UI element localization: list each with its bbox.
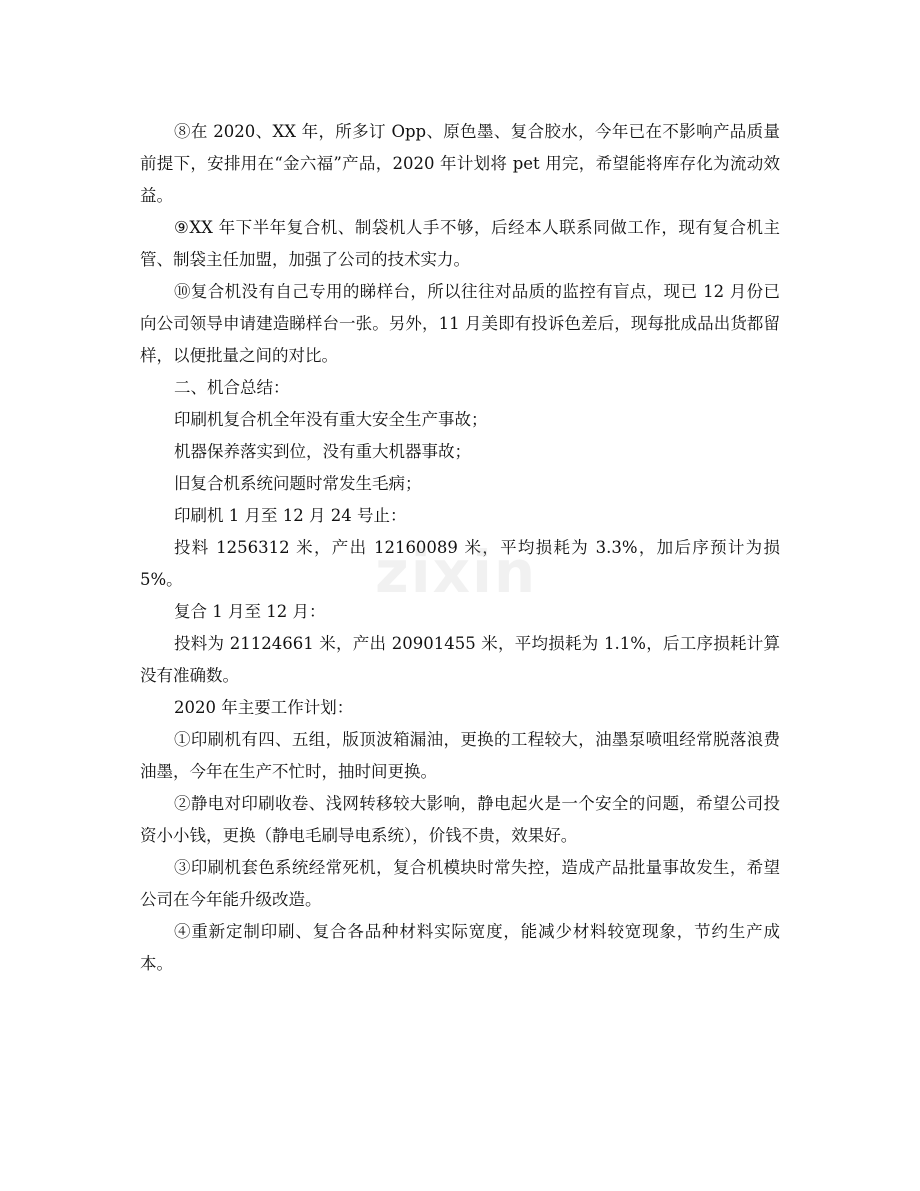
plan-item-2: ②静电对印刷收卷、浅网转移较大影响，静电起火是一个安全的问题，希望公司投资小小钱，更换（静电毛刷导电系统），价钱不贵，效果好。 [140,794,780,845]
summary-line-safety: 印刷机复合机全年没有重大安全生产事故； [174,410,488,429]
plan-item-3: ③印刷机套色系统经常死机，复合机模块时常失控，造成产品批量事故发生，希望公司在今年能升级改造。 [140,858,780,909]
plan-item-4: ④重新定制印刷、复合各品种材料实际宽度，能减少材料较宽现象，节约生产成本。 [140,922,780,973]
watermark-logo: zixin [375,538,538,606]
paragraph-8-inventory: ⑧在 2020、XX 年，所多订 Opp、原色墨、复合胶水，今年已在不影响产品质量前提下，安排用在“金六福”产品，2020 年计划将 pet 用完，希望能将库存化为流动效益。 [140,122,780,205]
plan-item-1: ①印刷机有四、五组，版顶波箱漏油，更换的工程较大，油墨泵喷咀经常脱落浪费油墨，今年在生产不忙时，抽时间更换。 [140,730,780,781]
laminating-output-stats: 投料为 21124661 米，产出 20901455 米，平均损耗为 1.1%，后工序损耗计算没有准确数。 [140,634,780,685]
summary-line-maintenance: 机器保养落实到位，没有重大机器事故； [174,442,471,461]
printing-output-stats: 投料 1256312 米，产出 12160089 米，平均损耗为 3.3%，加后序预计为损 5%。 [140,538,780,589]
printing-period-heading: 印刷机 1 月至 12 月 24 号止： [174,506,407,525]
work-plan-heading: 2020 年主要工作计划： [174,698,354,717]
paragraph-9-staffing: ⑨XX 年下半年复合机、制袋机人手不够，后经本人联系同做工作，现有复合机主管、制袋主任加盟，加强了公司的技术实力。 [140,218,780,269]
laminating-period-heading: 复合 1 月至 12 月： [174,602,326,621]
section-heading-machine-summary: 二、机合总结： [174,378,290,397]
document-body [140,116,780,980]
summary-line-old-system: 旧复合机系统问题时常发生毛病； [174,474,422,493]
paragraph-10-inspection-table: ⑩复合机没有自己专用的睇样台，所以往往对品质的监控有盲点，现已 12 月份已向公司领导申请建造睇样台一张。另外，11 月美即有投诉色差后，现每批成品出货都留样，以便批量之间的对比。 [140,282,780,365]
